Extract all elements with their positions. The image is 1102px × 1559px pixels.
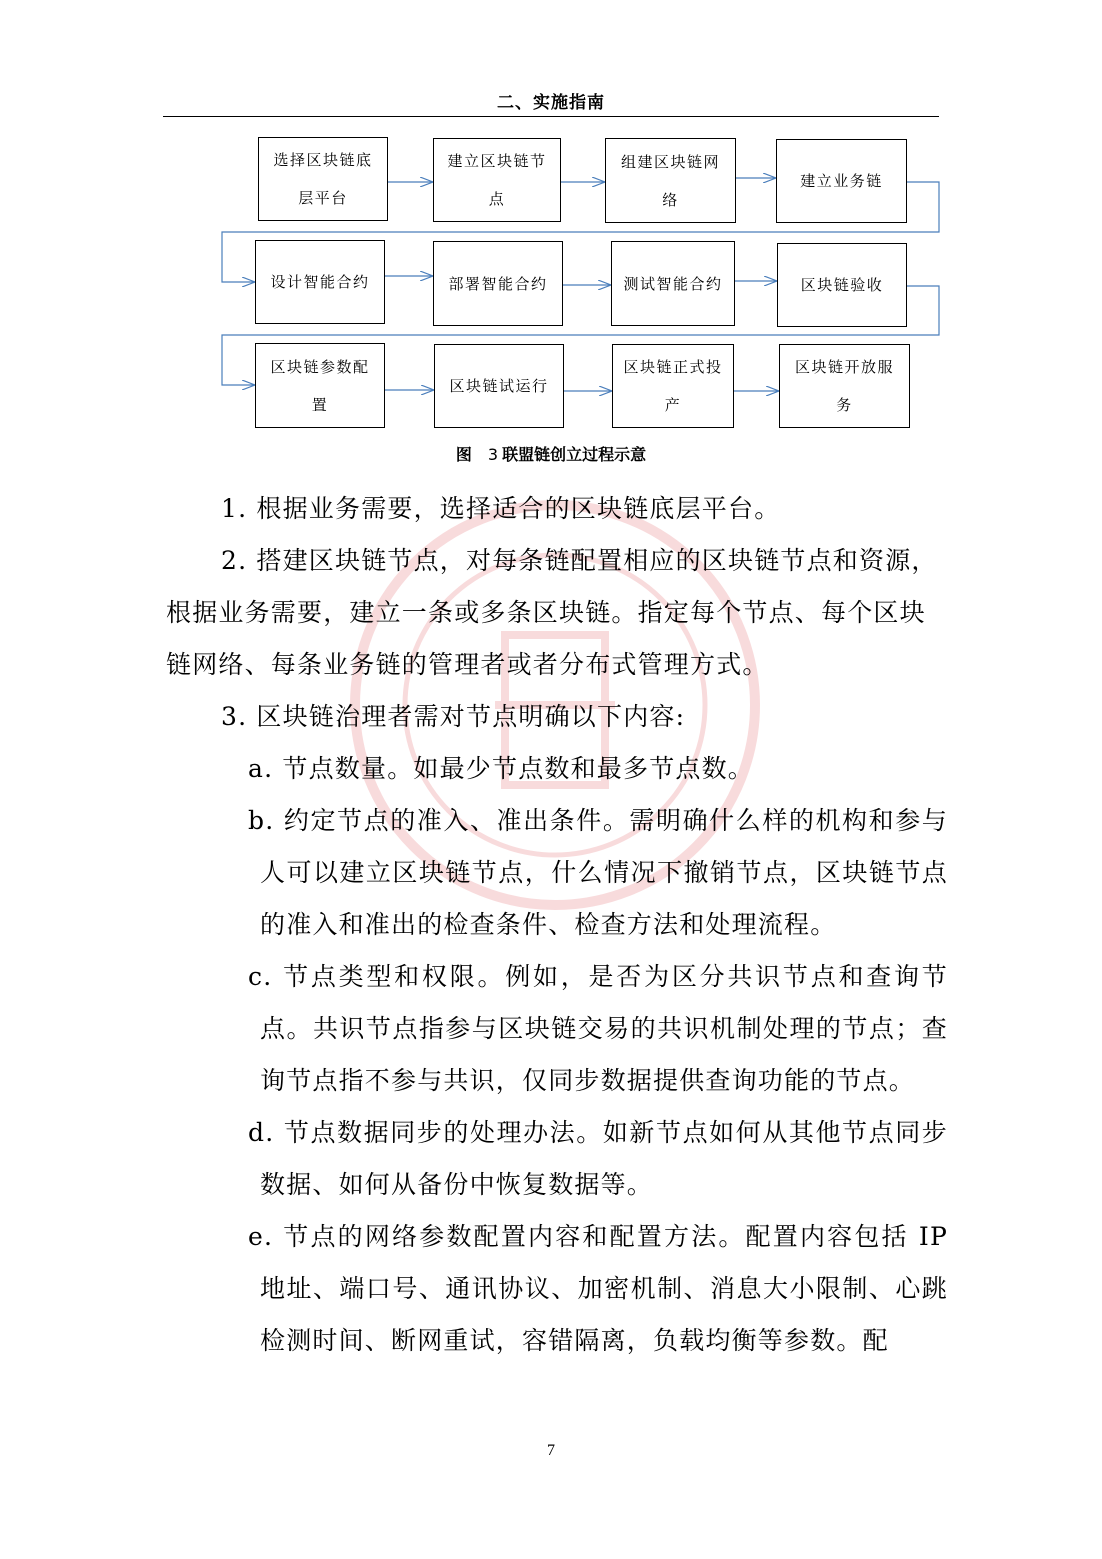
flow-box-trial-run: 区块链试运行 — [434, 344, 564, 428]
paragraph-1: 1. 根据业务需要，选择适合的区块链底层平台。 — [221, 494, 781, 523]
flow-box-build-network: 组建区块链网络 — [605, 138, 736, 223]
flow-box-production: 区块链正式投产 — [612, 344, 734, 428]
caption-prefix: 图 — [455, 445, 472, 464]
flow-box-chain-acceptance: 区块链验收 — [777, 243, 907, 327]
sub-item-e: e. 节点的网络参数配置内容和配置方法。配置内容包括 IP 地址、端口号、通讯协议、加密机制、消息大小限制、心跳检测时间、断网重试，容错隔离，负载均衡等参数。配 — [248, 1222, 948, 1355]
flow-box-select-platform: 选择区块链底层平台 — [258, 137, 388, 221]
sub-item-d: d. 节点数据同步的处理办法。如新节点如何从其他节点同步数据、如何从备份中恢复数据等。 — [248, 1118, 948, 1199]
caption-number: 3 — [487, 445, 499, 464]
sub-item-b: b. 约定节点的准入、准出条件。需明确什么样的机构和参与人可以建立区块链节点，什么情况下撤销节点，区块链节点的准入和准出的检查条件、检查方法和处理流程。 — [248, 806, 948, 939]
paragraph-2: 2. 搭建区块链节点，对每条链配置相应的区块链节点和资源，根据业务需要，建立一条或多条区块链。指定每个节点、每个区块链网络、每条业务链的管理者或者分布式管理方式。 — [166, 546, 938, 679]
sub-item-c: c. 节点类型和权限。例如，是否为区分共识节点和查询节点。共识节点指参与区块链交易的共识机制处理的节点；查询节点指不参与共识，仅同步数据提供查询功能的节点。 — [248, 962, 948, 1095]
page-section-title: 二、实施指南 — [497, 93, 605, 113]
flow-box-build-business-chain: 建立业务链 — [776, 139, 907, 223]
sub-item-a: a. 节点数量。如最少节点数和最多节点数。 — [248, 754, 754, 783]
flow-box-parameter-config: 区块链参数配置 — [255, 343, 385, 428]
flow-box-build-nodes: 建立区块链节点 — [433, 138, 561, 222]
page-number: 7 — [547, 1442, 555, 1459]
flow-box-design-contract: 设计智能合约 — [255, 240, 385, 324]
paragraph-3: 3. 区块链治理者需对节点明确以下内容: — [221, 702, 686, 731]
flow-box-open-service: 区块链开放服务 — [779, 344, 910, 428]
body-text — [166, 483, 948, 1367]
flow-box-deploy-contract: 部署智能合约 — [433, 241, 563, 326]
caption-text: 联盟链创立过程示意 — [502, 445, 647, 464]
flow-box-test-contract: 测试智能合约 — [611, 241, 735, 326]
